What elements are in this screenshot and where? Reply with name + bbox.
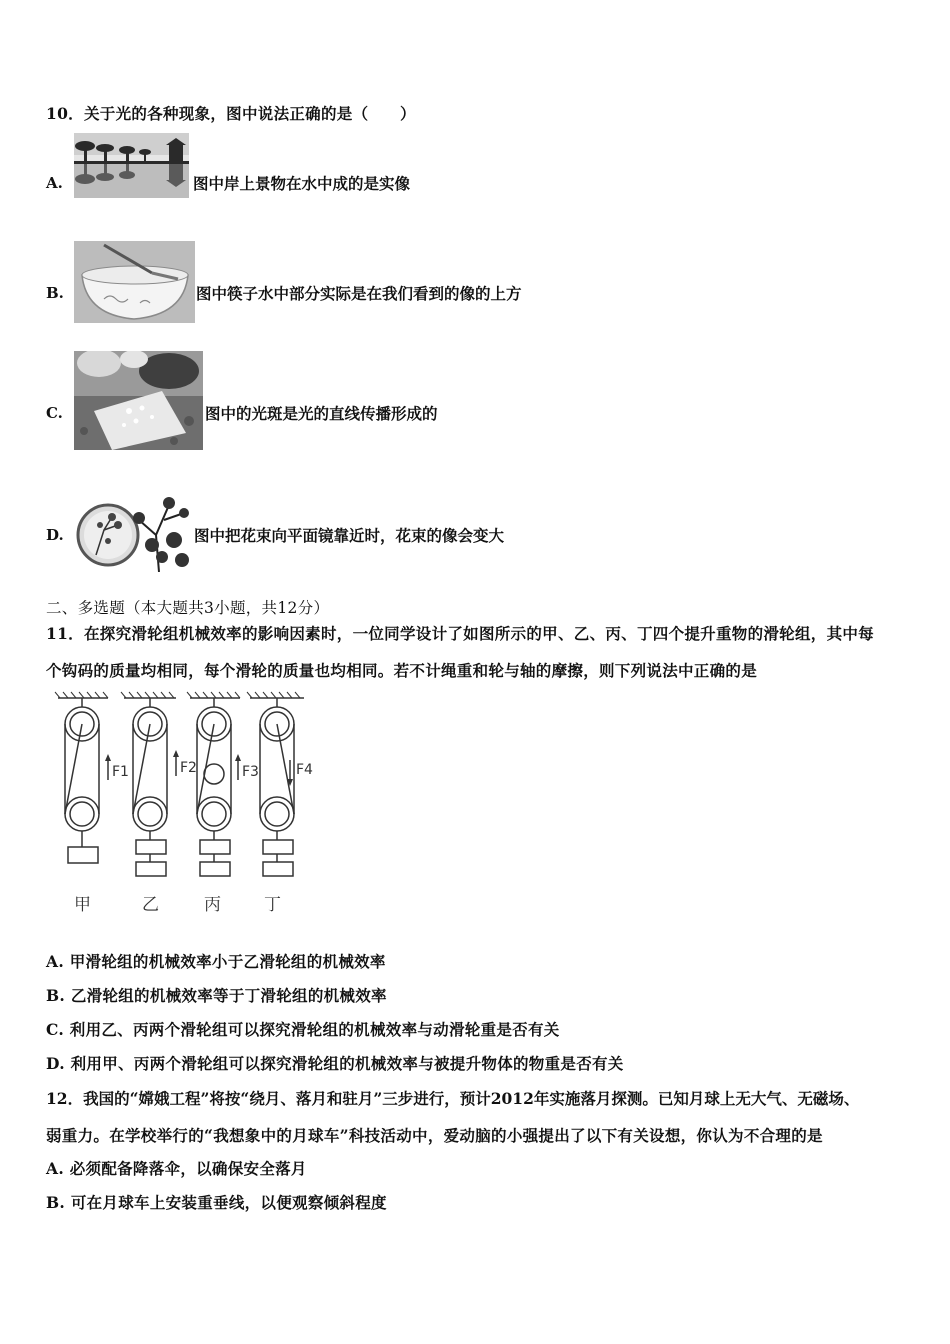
- q11-option-d-text: 利用甲、丙两个滑轮组可以探究滑轮组的机械效率与被提升物体的物重是否有关: [70, 1054, 624, 1073]
- q12-option-b-text: 可在月球车上安装重垂线，以便观察倾斜程度: [70, 1193, 387, 1212]
- q12-option-a: [46, 1157, 307, 1179]
- pulley-systems-figure: [52, 690, 342, 924]
- q11-option-b-text: 乙滑轮组的机械效率等于丁滑轮组的机械效率: [70, 986, 387, 1005]
- q10-option-c-label: C.: [46, 404, 63, 422]
- q10-option-b-text: 图中筷子水中部分实际是在我们看到的像的上方: [196, 284, 522, 303]
- force-label-f1: F1: [112, 764, 129, 780]
- q12-stem-line1: 12．我国的“嫦娥工程”将按“绕月、落月和驻月”三步进行，预计2012年实施落月探测。已知月球上无大气、无磁场、: [46, 1089, 860, 1108]
- q11-option-c-label: C.: [46, 1020, 65, 1039]
- q10-stem: 10．关于光的各种现象，图中说法正确的是（ ）: [46, 104, 416, 123]
- name-bing: 丙: [204, 895, 221, 915]
- q12-stem-line2: 弱重力。在学校举行的“我想象中的月球车”科技活动中，爱动脑的小强提出了以下有关设想，你认为不合理的是: [46, 1126, 823, 1145]
- q11-option-a-label: A.: [46, 952, 65, 971]
- q11-option-d-label: D.: [46, 1054, 65, 1073]
- q11-option-a-text: 甲滑轮组的机械效率小于乙滑轮组的机械效率: [69, 952, 386, 971]
- light-spot-photo: [74, 351, 203, 450]
- q11-option-a: [46, 950, 386, 972]
- q11-stem-line1: 11．在探究滑轮组机械效率的影响因素时，一位同学设计了如图所示的甲、乙、丙、丁四个提升重物的滑轮组，其中每: [46, 624, 874, 643]
- q11-option-b-label: B.: [46, 986, 66, 1005]
- bowl-chopsticks-photo: [74, 241, 195, 323]
- q10-option-d-label: D.: [46, 526, 64, 544]
- q12-option-a-label: A.: [46, 1159, 65, 1178]
- q12-option-b-label: B.: [46, 1193, 66, 1212]
- q11-option-b: [46, 984, 387, 1006]
- q10-option-a-text: 图中岸上景物在水中成的是实像: [193, 174, 411, 193]
- q11-option-c-text: 利用乙、丙两个滑轮组可以探究滑轮组的机械效率与动滑轮重是否有关: [69, 1020, 560, 1039]
- q10-option-d-text: 图中把花束向平面镜靠近时，花束的像会变大: [194, 526, 505, 545]
- q11-option-c: [46, 1018, 560, 1040]
- force-label-f4: F4: [296, 762, 313, 778]
- q12-option-a-text: 必须配备降落伞，以确保安全落月: [69, 1159, 307, 1178]
- force-label-f2: F2: [180, 760, 197, 776]
- section-heading: 二、多选题（本大题共3小题，共12分）: [46, 599, 330, 617]
- force-label-f3: F3: [242, 764, 259, 780]
- name-ding: 丁: [264, 895, 281, 915]
- name-yi: 乙: [142, 895, 159, 915]
- q11-stem-line2: 个钩码的质量均相同，每个滑轮的质量也均相同。若不计绳重和轮与轴的摩擦，则下列说法中正确的是: [46, 661, 758, 680]
- q10-option-b-label: B.: [46, 284, 64, 302]
- q10-option-a-label: A.: [46, 174, 63, 192]
- q10-option-c-text: 图中的光斑是光的直线传播形成的: [205, 404, 438, 423]
- q11-option-d: [46, 1052, 624, 1074]
- name-jia: 甲: [74, 895, 91, 915]
- reflection-photo: [74, 133, 189, 198]
- mirror-flower-photo: [74, 485, 192, 572]
- q12-option-b: [46, 1191, 387, 1213]
